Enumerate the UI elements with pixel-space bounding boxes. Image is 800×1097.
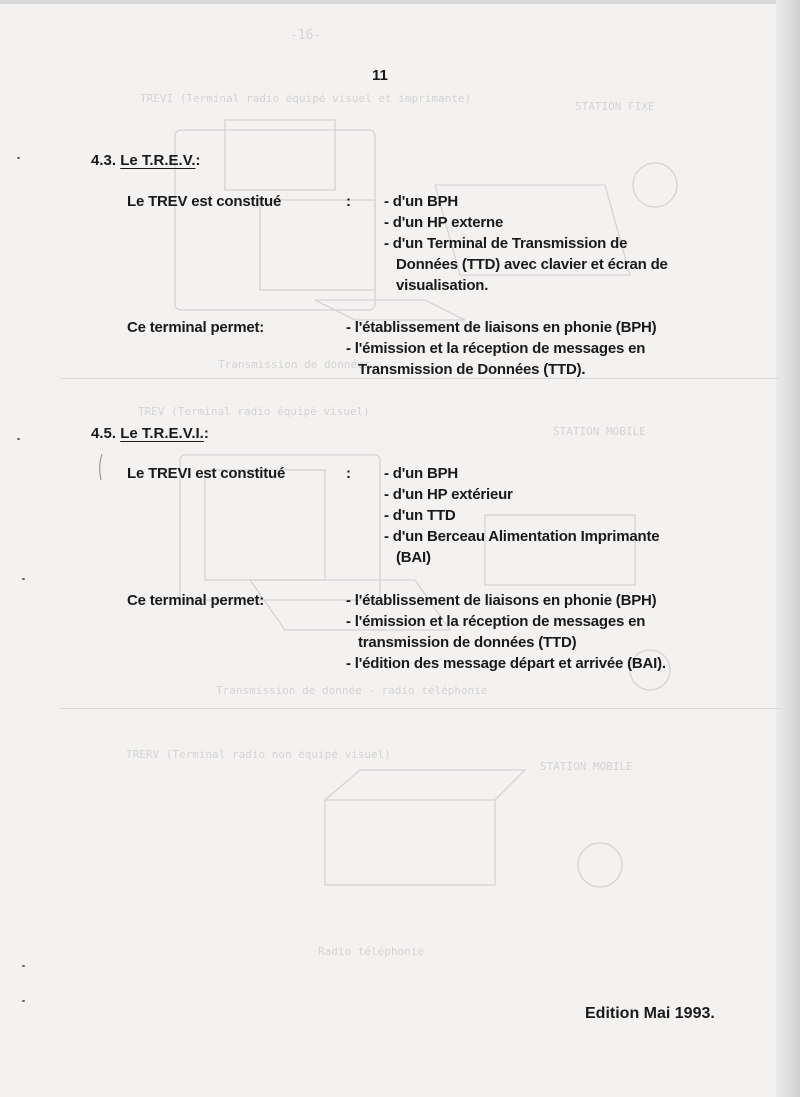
trev-permet-item-2: - l'émission et la réception de messages en (346, 340, 646, 357)
trevi-item-3: - d'un TTD (384, 507, 456, 524)
section-4-5-number: 4.5. (91, 425, 117, 442)
trevi-permet-item-2: - l'émission et la réception de messages en (346, 613, 646, 630)
bleed-line1-left: TREVI (Terminal radio équipé visuel et imprimante) (140, 92, 472, 105)
trev-separator: : (346, 193, 351, 210)
trev-constitue-label: Le TREV est constitué (127, 193, 282, 210)
trev-item-3-end: visualisation. (396, 277, 489, 294)
bleed-line1-right: STATION FIXE (575, 100, 655, 113)
trevi-item-2: - d'un HP extérieur (384, 486, 513, 503)
trevi-item-4-cont: (BAI) (396, 549, 431, 566)
scan-speck (22, 1000, 25, 1002)
trev-permet-item-2-cont: Transmission de Données (TTD). (358, 361, 586, 378)
section-4-5-heading (91, 425, 209, 442)
trevi-item-4: - d'un Berceau Alimentation Imprimante (384, 528, 660, 545)
trev-permet-label: Ce terminal permet: (127, 319, 265, 336)
bleed-line2-left: TREV (Terminal radio équipé visuel) (138, 405, 370, 418)
bleed-line3-right: STATION MOBILE (540, 760, 633, 773)
section-4-5-colon: : (203, 425, 209, 442)
scan-speck (17, 157, 20, 159)
scan-mark (96, 452, 106, 482)
trevi-permet-item-3: - l'édition des message départ et arrivée (BAI). (346, 655, 666, 672)
trevi-permet-item-1: - l'établissement de liaisons en phonie (BPH) (346, 592, 657, 609)
trevi-constitue-label: Le TREVI est constitué (127, 465, 286, 482)
bleed-caption3: Radio téléphonie (318, 945, 424, 958)
scan-speck (22, 578, 25, 580)
trevi-permet-item-2-cont: transmission de données (TTD) (358, 634, 577, 651)
page-number: 11 (372, 67, 388, 84)
section-4-3-title: Le T.R.E.V. (120, 152, 196, 169)
trev-item-3: - d'un Terminal de Transmission de (384, 235, 628, 252)
trevi-permet-label: Ce terminal permet: (127, 592, 265, 609)
trev-item-2: - d'un HP externe (384, 214, 504, 231)
bleed-caption1: Transmission de données (218, 358, 371, 371)
bleed-line3-left: TRERV (Terminal radio non équipé visuel) (126, 748, 391, 761)
section-4-5-title: Le T.R.E.V.I. (120, 425, 204, 442)
bleed-caption2: Transmission de donnée - radio téléphonie (216, 684, 488, 697)
trevi-item-1: - d'un BPH (384, 465, 459, 482)
trev-permet-item-1: - l'établissement de liaisons en phonie (BPH) (346, 319, 657, 336)
page-right-edge (776, 0, 800, 1097)
trevi-separator: : (346, 465, 351, 482)
trev-item-1: - d'un BPH (384, 193, 459, 210)
bleed-line2-right: STATION MOBILE (553, 425, 646, 438)
trev-item-3-cont: Données (TTD) avec clavier et écran de (396, 256, 668, 273)
edition-footer: Edition Mai 1993. (585, 1005, 715, 1022)
bleed-top-number: -16- (290, 28, 322, 43)
scan-speck (22, 965, 25, 967)
section-4-3-heading (91, 152, 201, 169)
page-top-edge (0, 0, 800, 4)
scan-speck (17, 438, 20, 440)
section-4-3-colon: : (195, 152, 201, 169)
section-4-3-number: 4.3. (91, 152, 117, 169)
